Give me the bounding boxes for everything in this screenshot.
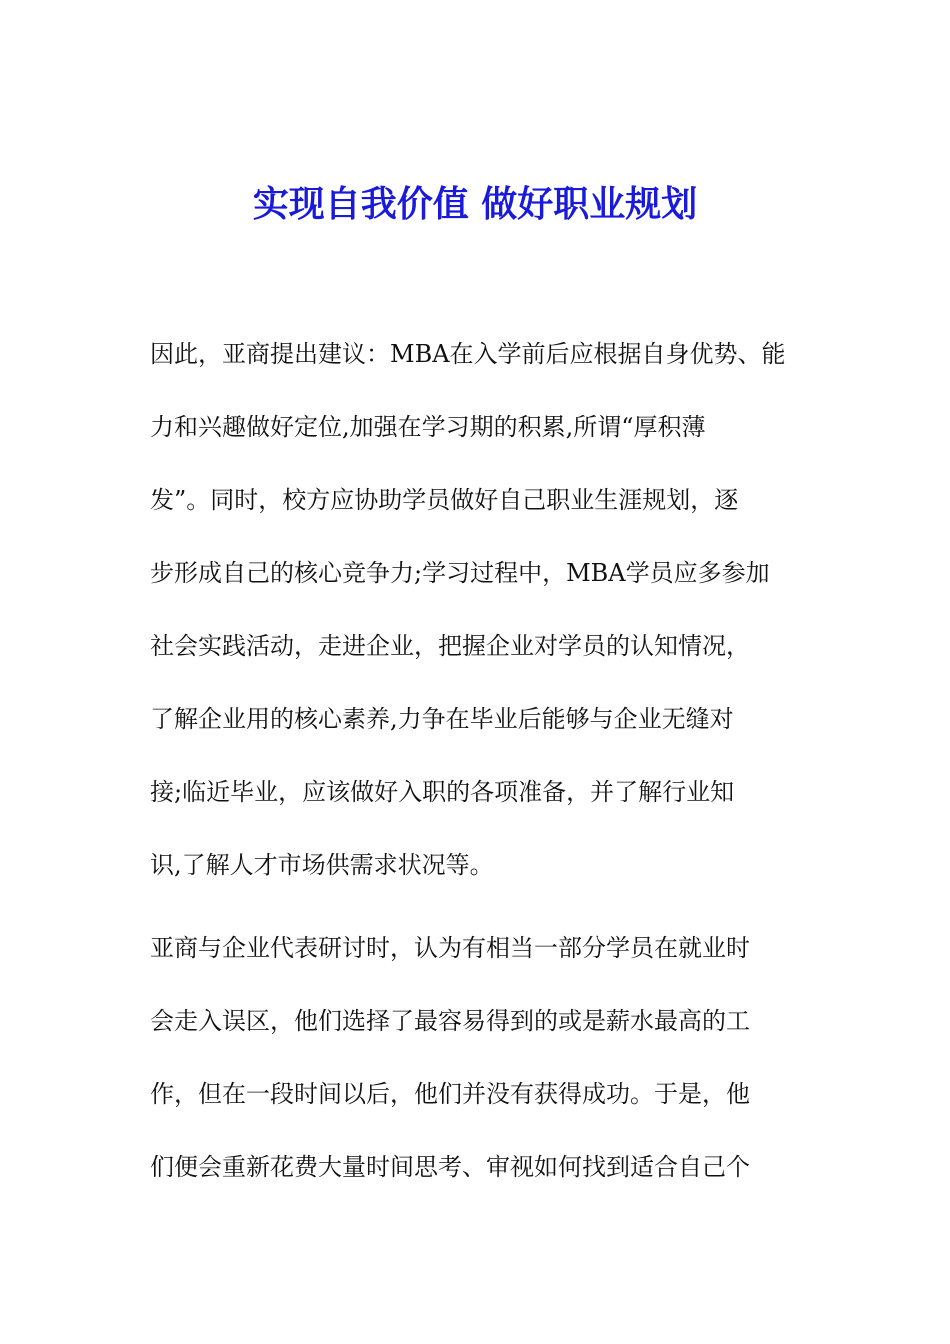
document-body	[150, 336, 830, 1206]
text-line: 识,了解人才市场供需求状况等。	[150, 851, 494, 879]
text-line: 亚商与企业代表研讨时，认为有相当一部分学员在就业时	[150, 934, 750, 962]
text-line: 们便会重新花费大量时间思考、审视如何找到适合自己个	[150, 1153, 750, 1181]
text-line: 会走入误区，他们选择了最容易得到的或是薪水最高的工	[150, 1007, 750, 1035]
text-line: 因此，亚商提出建议：MBA在入学前后应根据自身优势、能	[150, 340, 786, 368]
text-line: 社会实践活动，走进企业，把握企业对学员的认知情况，	[150, 632, 750, 660]
text-line: 步形成自己的核心竞争力;学习过程中，MBA学员应多参加	[150, 559, 770, 587]
text-line: 了解企业用的核心素养,力争在毕业后能够与企业无缝对	[150, 705, 734, 733]
text-line: 接;临近毕业，应该做好入职的各项准备，并了解行业知	[150, 778, 735, 806]
page-title: 实现自我价值 做好职业规划	[252, 183, 698, 225]
text-line: 发”。同时，校方应协助学员做好自己职业生涯规划，逐	[150, 486, 739, 514]
text-line: 力和兴趣做好定位,加强在学习期的积累,所谓“厚积薄	[150, 413, 706, 441]
text-line: 作，但在一段时间以后，他们并没有获得成功。于是，他	[150, 1080, 750, 1108]
